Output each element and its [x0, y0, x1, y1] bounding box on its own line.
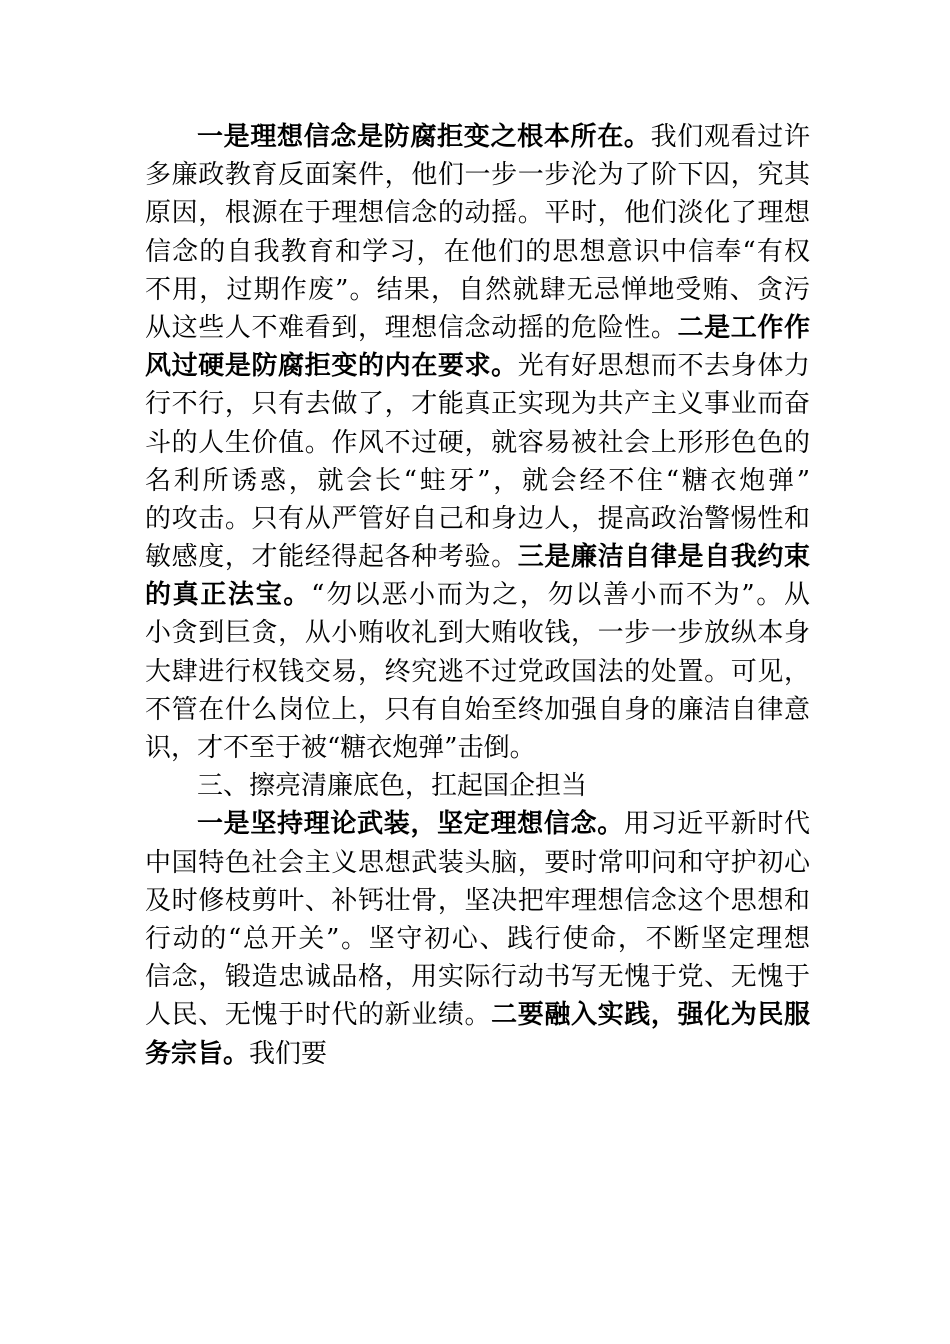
- text-segment: 光有好思想而不去身体力: [517, 351, 810, 382]
- text-line: [145, 194, 810, 232]
- text-segment: 及时修枝剪叶、补钙壮骨，坚决把牢理想信念这个思想和: [145, 885, 810, 916]
- bold-text-segment: 二要融入实践，强化为民服: [491, 1000, 810, 1031]
- text-line: [145, 233, 810, 271]
- bold-text-segment: 的真正法宝。: [145, 580, 312, 611]
- bold-text-segment: 二是工作作: [677, 312, 810, 343]
- text-segment: 我们观看过许: [650, 122, 810, 152]
- text-line: [145, 424, 810, 462]
- bold-text-segment: 风过硬是防腐拒变的内在要求。: [145, 351, 518, 382]
- text-segment: 用习近平新时代: [623, 809, 810, 840]
- bold-text-segment: 一是理想信念是防腐拒变之根本所在。: [197, 122, 651, 152]
- text-segment: 不管在什么岗位上，只有自始至终加强自身的廉洁自律意: [145, 694, 810, 725]
- text-line: [145, 805, 810, 843]
- text-segment: 多廉政教育反面案件，他们一步一步沦为了阶下囚，究其: [145, 160, 810, 191]
- text-line: [145, 347, 810, 385]
- text-line: [145, 882, 810, 920]
- text-line: [145, 958, 810, 996]
- text-line: [145, 996, 810, 1034]
- text-line: [145, 156, 810, 194]
- text-segment: 人民、无愧于时代的新业绩。: [145, 1000, 492, 1031]
- text-segment: 行动的“总开关”。坚守初心、践行使命，不断坚定理想: [145, 923, 810, 954]
- text-segment: 我们要: [249, 1038, 328, 1069]
- text-segment: 的攻击。只有从严管好自己和身边人，提高政治警惕性和: [145, 503, 810, 534]
- text-line: [145, 538, 810, 576]
- text-line: [145, 462, 810, 500]
- text-segment: 中国特色社会主义思想武装头脑，要时常叩问和守护初心: [145, 847, 810, 878]
- text-line: [145, 385, 810, 423]
- document-body: [145, 118, 810, 1073]
- text-line: [145, 653, 810, 691]
- text-segment: 信念的自我教育和学习，在他们的思想意识中信奉“有权: [145, 236, 810, 267]
- bold-text-segment: 一是坚持理论武装，坚定理想信念。: [197, 809, 624, 840]
- text-line: [145, 271, 810, 309]
- text-segment: 大肆进行权钱交易，终究逃不过党政国法的处置。可见，: [145, 656, 810, 687]
- text-line: [145, 920, 810, 958]
- text-segment: 小贪到巨贪，从小贿收礼到大贿收钱，一步一步放纵本身: [145, 618, 810, 649]
- text-segment: 不用，过期作废”。结果，自然就肆无忌惮地受贿、贪污: [145, 274, 810, 305]
- text-segment: 从这些人不难看到，理想信念动摇的危险性。: [145, 312, 678, 343]
- text-segment: 斗的人生价值。作风不过硬，就容易被社会上形形色色的: [145, 427, 810, 458]
- text-line: [145, 729, 810, 767]
- text-segment: 行不行，只有去做了，才能真正实现为共产主义事业而奋: [145, 389, 810, 420]
- bold-text-segment: 三是廉洁自律是自我约束: [517, 542, 810, 573]
- text-line: [145, 500, 810, 538]
- text-segment: 识，才不至于被“糖衣炮弹”击倒。: [145, 733, 536, 763]
- text-line: [145, 1035, 810, 1073]
- text-segment: 信念，锻造忠诚品格，用实际行动书写无愧于党、无愧于: [145, 962, 810, 993]
- text-line: [145, 576, 810, 614]
- text-segment: 名利所诱惑，就会长“蛀牙”，就会经不住“糖衣炮弹”: [145, 465, 810, 496]
- text-line: [145, 691, 810, 729]
- text-segment: “勿以恶小而为之，勿以善小而不为”。从: [311, 580, 810, 611]
- text-line: [145, 844, 810, 882]
- text-line: [145, 767, 810, 805]
- text-line: [145, 118, 810, 156]
- text-line: [145, 309, 810, 347]
- text-line: [145, 614, 810, 652]
- text-segment: 敏感度，才能经得起各种考验。: [145, 542, 518, 573]
- bold-text-segment: 务宗旨。: [145, 1038, 250, 1069]
- text-segment: 原因，根源在于理想信念的动摇。平时，他们淡化了理想: [145, 198, 810, 229]
- text-segment: 三、擦亮清廉底色，扛起国企担当: [197, 771, 588, 802]
